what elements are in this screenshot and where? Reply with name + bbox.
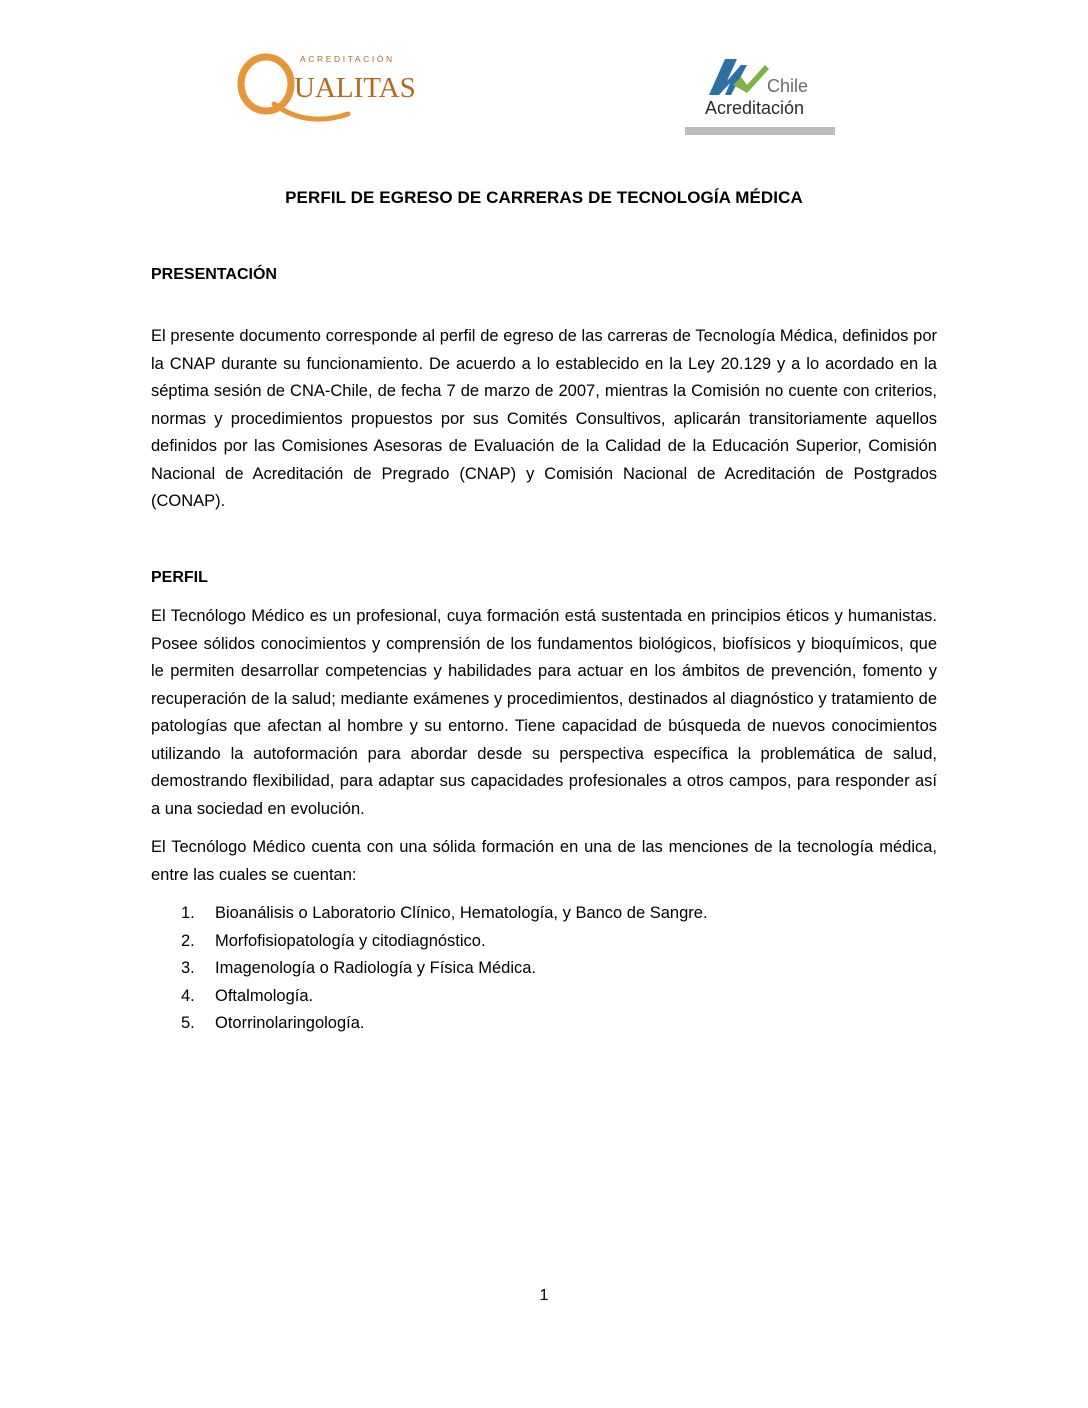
list-item-number: 5.: [181, 1014, 195, 1032]
list-item: [151, 983, 708, 1011]
list-item-number: 4.: [181, 986, 195, 1005]
page-number: 1: [539, 1287, 549, 1304]
list-item: [151, 1010, 708, 1038]
document-title: PERFIL DE EGRESO DE CARRERAS DE TECNOLOGÍA MÉDICA: [285, 188, 803, 207]
qualitas-logo: [236, 48, 422, 128]
mentions-list: [151, 900, 708, 1038]
list-item-number: 2.: [181, 931, 195, 950]
list-item-number: 1.: [181, 904, 195, 922]
presentacion-paragraph: El presente documento corresponde al perfil de egreso de las carreras de Tecnología Médica, definidos por la CNAP durante su funcionamiento. De acuerdo a lo establecido en la Ley 20.129 y a lo acordado en la séptima sesión de CNA-Chile, de fecha 7 de marzo de 2007, mientras la Comisión no cuente con criterios, normas y procedimientos propuestos por sus Comités Consultivos, aplicarán transitoriamente aquellos definidos por las Comisiones Asesoras de Evaluación de la Calidad de la Educación Superior, Comisión Nacional de Acreditación de Pregrado (CNAP) y Comisión Nacional de Acreditación de Postgrados (CONAP).: [151, 327, 937, 510]
qualitas-top-text: ACREDITACIÓN: [300, 54, 395, 64]
list-item-text: Imagenología o Radiología y Física Médica.: [215, 959, 537, 977]
acred-main-text: Acreditación: [705, 98, 805, 118]
list-item-text: Oftalmología.: [215, 986, 314, 1005]
list-item-text: Bioanálisis o Laboratorio Clínico, Hematología, y Banco de Sangre.: [215, 904, 708, 922]
perfil-paragraph-1: El Tecnólogo Médico es un profesional, cuya formación está sustentada en principios éticos y humanistas. Posee sólidos conocimientos y comprensión de los fundamentos biológicos, biofísicos y bioquímicos, que le permiten desarrollar competencias y habilidades para actuar en los ámbitos de prevención, fomento y recuperación de la salud; mediante exámenes y procedimientos, destinados al diagnóstico y tratamiento de patologías que afectan al hombre y su entorno. Tiene capacidad de búsqueda de nuevos conocimientos utilizando la autoformación para abordar desde su perspectiva específica la problemática de salud, demostrando flexibilidad, para adaptar sus capacidades profesionales a otros campos, para responder así a una sociedad en evolución.: [151, 607, 937, 818]
acreditacion-chile-logo: [685, 55, 835, 135]
acred-underline-bar: [685, 127, 835, 135]
list-item: [151, 955, 708, 983]
qualitas-main-text: UALITAS: [294, 72, 416, 104]
perfil-paragraph-2: El Tecnólogo Médico cuenta con una sólida formación en una de las menciones de la tecnología médica, entre las cuales se cuentan:: [151, 838, 937, 884]
list-item-text: Otorrinolaringología.: [215, 1014, 365, 1032]
list-item: [151, 900, 708, 928]
qualitas-logo-graphic: [236, 48, 422, 128]
list-item-text: Morfofisiopatología y citodiagnóstico.: [215, 931, 486, 950]
list-item: [151, 928, 708, 956]
acreditacion-chile-logo-graphic: [685, 55, 835, 135]
presentacion-heading: PRESENTACIÓN: [151, 266, 277, 283]
perfil-heading: PERFIL: [151, 569, 208, 586]
list-item-number: 3.: [181, 959, 195, 977]
acred-chile-text: Chile: [767, 76, 809, 96]
qualitas-q-ring: [241, 57, 291, 111]
